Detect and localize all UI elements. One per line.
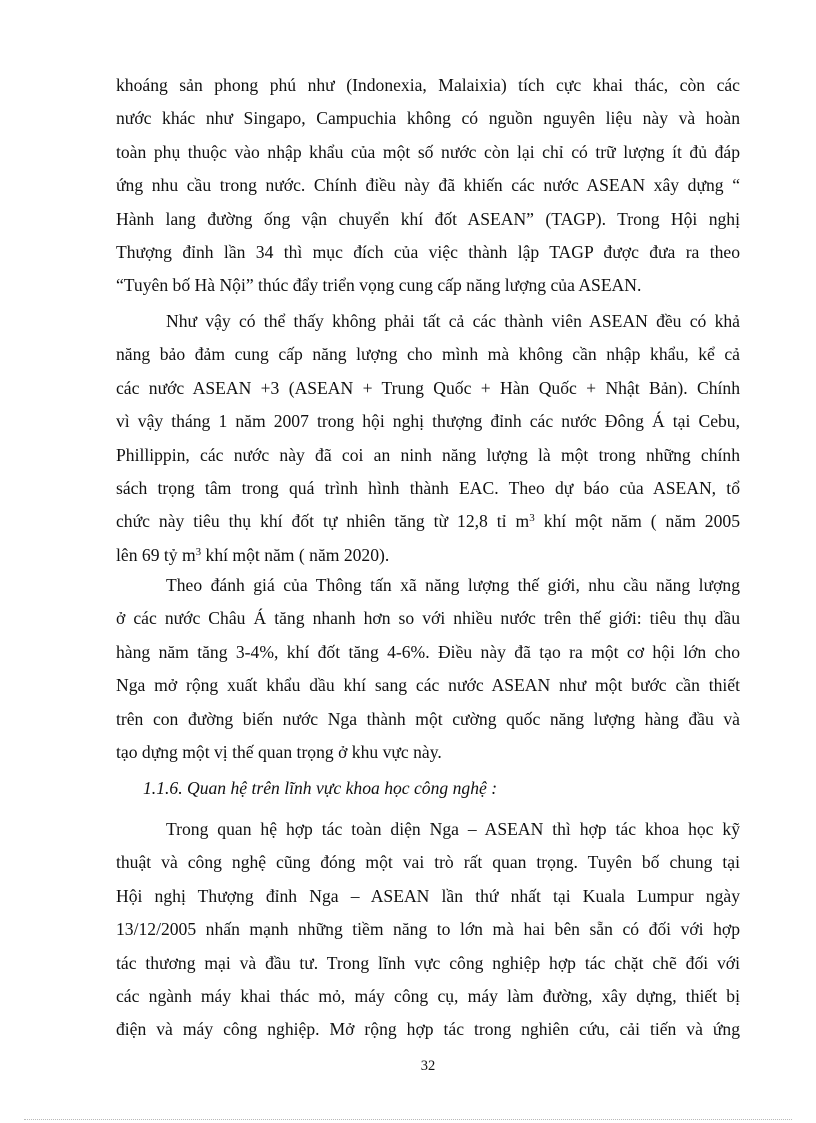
text-line: Như vậy có thể thấy không phải tất cả các thành viên ASEAN đều có khả	[166, 311, 740, 331]
text-line: năng bảo đảm cung cấp năng lượng cho mình mà không cần nhập khẩu, kể cả	[116, 344, 740, 365]
paragraph-energy-demand	[116, 569, 740, 769]
text-line: ứng nhu cầu trong nước. Chính điều này đã khiến các nước ASEAN xây dựng “	[116, 175, 740, 196]
text-line: các ngành máy khai thác mỏ, máy công cụ, máy làm đường, xây dựng, thiết bị	[116, 985, 740, 1006]
paragraph-science-technology	[116, 813, 740, 1047]
page-number: 32	[420, 1058, 436, 1074]
text-line: toàn phụ thuộc vào nhập khẩu của một số nước còn lại chỉ có trữ lượng ít đủ đáp	[116, 141, 740, 162]
text-line: Hội nghị Thượng đỉnh Nga – ASEAN lần thứ nhất tại Kuala Lumpur ngày	[116, 885, 740, 906]
page-boundary-divider	[24, 1119, 792, 1120]
text-line-with-superscript	[116, 539, 740, 572]
text-line: Trong quan hệ hợp tác toàn diện Nga – ASEAN thì hợp tác khoa học kỹ	[166, 819, 740, 839]
text-line: khoáng sản phong phú như (Indonexia, Malaixia) tích cực khai thác, còn các	[116, 75, 740, 95]
text-line: Phillippin, các nước này đã coi an ninh năng lượng là một trong những chính	[116, 444, 740, 465]
text-line: điện và máy công nghiệp. Mở rộng hợp tác trong nghiên cứu, cải tiến và ứng	[116, 1019, 740, 1040]
text-line: vì vậy tháng 1 năm 2007 trong hội nghị thượng đỉnh các nước Đông Á tại Cebu,	[116, 411, 740, 432]
text-line: trên con đường biến nước Nga thành một cường quốc năng lượng hàng đầu và	[116, 708, 740, 729]
text-line: ở các nước Châu Á tăng nhanh hơn so với nhiều nước trên thế giới: tiêu thụ dầu	[116, 608, 740, 629]
text-line: thuật và công nghệ cũng đóng một vai trò rất quan trọng. Tuyên bố chung tại	[116, 852, 740, 873]
text-line: Hành lang đường ống vận chuyển khí đốt ASEAN” (TAGP). Trong Hội nghị	[116, 208, 740, 229]
text-line: hàng năm tăng 3-4%, khí đốt tăng 4-6%. Điều này đã tạo ra một cơ hội lớn cho	[116, 641, 740, 662]
paragraph-energy-resources	[116, 69, 740, 303]
text-line: tạo dựng một vị thế quan trọng ở khu vực này.	[116, 741, 442, 762]
superscript: 3	[195, 545, 202, 558]
text-line: các nước ASEAN +3 (ASEAN + Trung Quốc + Hàn Quốc + Nhật Bản). Chính	[116, 377, 740, 398]
text-line: nước khác như Singapo, Campuchia không có nguồn nguyên liệu này và hoàn	[116, 108, 740, 129]
text-line: Thượng đỉnh lần 34 thì mục đích của việc thành lập TAGP được đưa ra theo	[116, 241, 740, 262]
paragraph-energy-security	[116, 305, 740, 572]
text-line: sách trọng tâm trong quá trình hình thành EAC. Theo dự báo của ASEAN, tổ	[116, 477, 740, 498]
text-segment: khí một năm ( năm 2020).	[201, 544, 390, 565]
superscript: 3	[529, 512, 535, 525]
text-line: 13/12/2005 nhấn mạnh những tiềm năng to lớn mà hai bên sẵn có đối với hợp	[116, 919, 740, 940]
text-line-with-superscript	[116, 505, 740, 538]
text-line: Nga mở rộng xuất khẩu dầu khí sang các nước ASEAN như một bước cần thiết	[116, 675, 740, 696]
text-line: “Tuyên bố Hà Nội” thúc đẩy triển vọng cung cấp năng lượng của ASEAN.	[116, 275, 642, 296]
text-line: tác thương mại và đầu tư. Trong lĩnh vực công nghiệp hợp tác chặt chẽ đối với	[116, 952, 740, 973]
text-segment: chức này tiêu thụ khí đốt tự nhiên tăng từ 12,8 tỉ m	[116, 511, 530, 532]
section-heading: 1.1.6. Quan hệ trên lĩnh vực khoa học công nghệ :	[143, 778, 498, 798]
text-segment: lên 69 tỷ m	[116, 544, 196, 565]
text-line: Theo đánh giá của Thông tấn xã năng lượng thế giới, nhu cầu năng lượng	[166, 575, 740, 595]
text-segment: khí một năm ( năm 2005	[534, 511, 740, 532]
